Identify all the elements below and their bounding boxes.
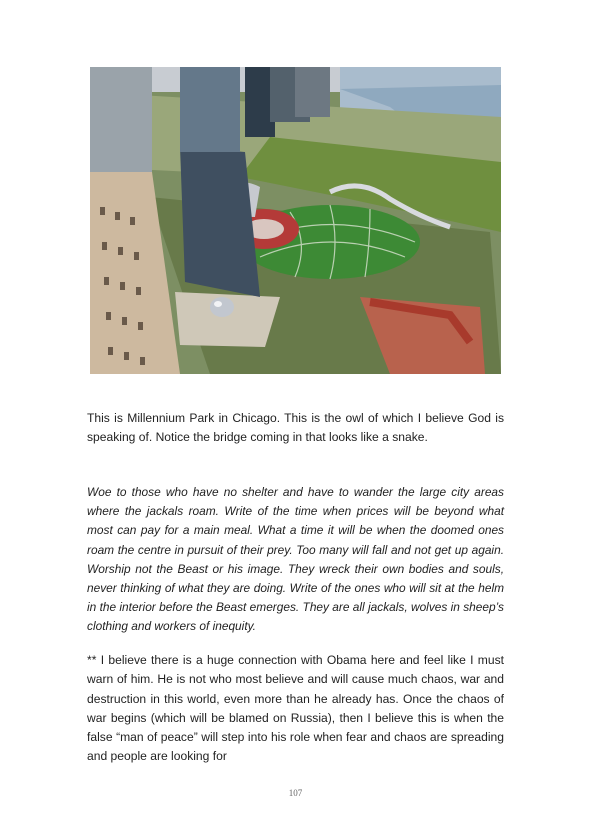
millennium-park-photo xyxy=(90,67,501,374)
paragraph-1-text: This is Millennium Park in Chicago. This is the owl of which I believe God is speaking of. Notice the bridge coming in that looks like a snake. xyxy=(87,411,504,445)
paragraph-2-text: Woe to those who have no shelter and have to wander the large city areas where the jackals roam. Write of the time when prices will be beyond what most can pay for a main meal. What a time it will be when the doomed ones roam the centre in pursuit of their prey. Too many will fall and not get up again. Worship not the Beast or his image. They wreck their own bodies and souls, never thinking of what they are doing. Write of the ones who will sit at the helm in the interior before the Beast emerges. They are all jackals, wolves in sheep’s clothing and workers of inequity. xyxy=(87,485,504,634)
aerial-park-illustration xyxy=(90,67,501,374)
page-number: 107 xyxy=(288,788,303,798)
paragraph-3 xyxy=(87,651,504,767)
paragraph-1 xyxy=(87,409,504,448)
paragraph-2 xyxy=(87,483,504,637)
paragraph-3-text: ** I believe there is a huge connection with Obama here and feel like I must warn of him. He is not who most believe and will cause much chaos, war and destruction in this world, even more than he already has. Once the chaos of war begins (which will be blamed on Russia), then I believe this is when the false “man of peace” will step into his role when fear and chaos are spreading and people are looking for xyxy=(87,653,504,764)
